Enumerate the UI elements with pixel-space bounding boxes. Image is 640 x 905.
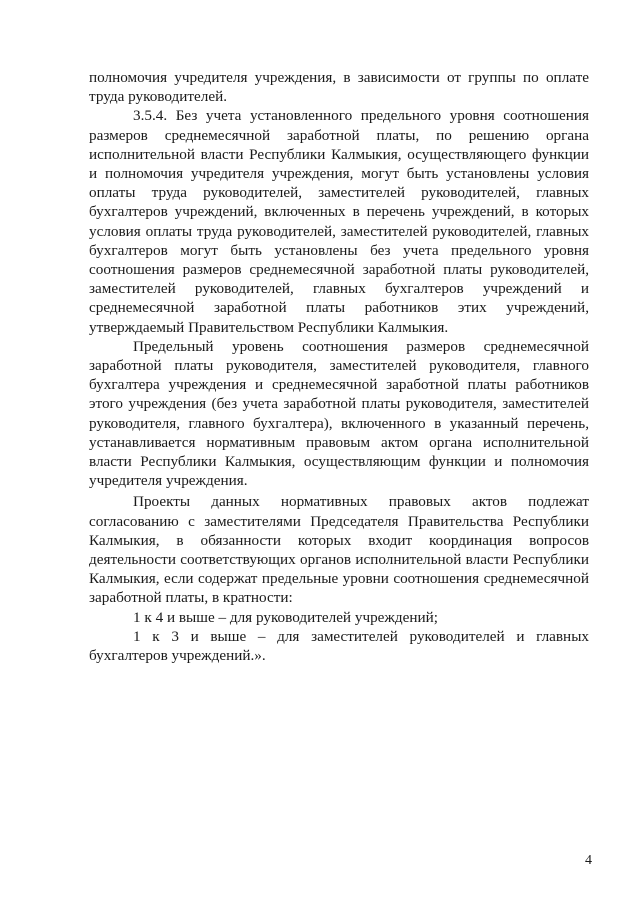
ratio-item-deputies: 1 к 3 и выше – для заместителей руководителей и главных бухгалтеров учреждений.». (89, 627, 589, 665)
paragraph-limit-level: Предельный уровень соотношения размеров среднемесячной заработной платы руководителя, заместителей руководителя, главного бухгалтера учреждения и среднемесячной заработной платы работников этого учреждения (без учета заработной платы руководителя, заместителей руководителя, главного бухгалтера), включенного в указанный перечень, устанавливается нормативным правовым актом органа исполнительной власти Республики Калмыкия, осуществляющим функции и полномочия учредителя учреждения. (89, 337, 589, 490)
ratio-item-heads: 1 к 4 и выше – для руководителей учреждений; (133, 608, 438, 626)
paragraph-draft-acts: Проекты данных нормативных правовых актов подлежат согласованию с заместителями Председателя Правительства Республики Калмыкия, в обязанности которых входит координация вопросов деятельности соответствующих органов исполнительной власти Республики Калмыкия, если содержат предельные уровни соотношения среднемесячной заработной платы, в кратности: (89, 493, 589, 607)
document-body (89, 68, 589, 665)
paragraph-clause-3-5-4: 3.5.4. Без учета установленного предельного уровня соотношения размеров среднемесячной заработной платы, по решению органа исполнительной власти Республики Калмыкия, осуществляющего функции и полномочия учредителя учреждения, могут быть установлены условия оплаты труда руководителей, заместителей руководителей, главных бухгалтеров учреждений, включенных в перечень учреждений, в которых условия оплаты труда руководителей, заместителей руководителей, главных бухгалтеров могут быть установлены без учета предельного уровня соотношения размеров среднемесячной заработной платы руководителей, заместителей руководителей, главных бухгалтеров учреждений и среднемесячной заработной платы работников этих учреждений, утверждаемый Правительством Республики Калмыкия. (89, 107, 589, 336)
paragraph-continuation: полномочия учредителя учреждения, в зависимости от группы по оплате труда руководителей. (89, 69, 589, 106)
page-number: 4 (585, 853, 592, 868)
